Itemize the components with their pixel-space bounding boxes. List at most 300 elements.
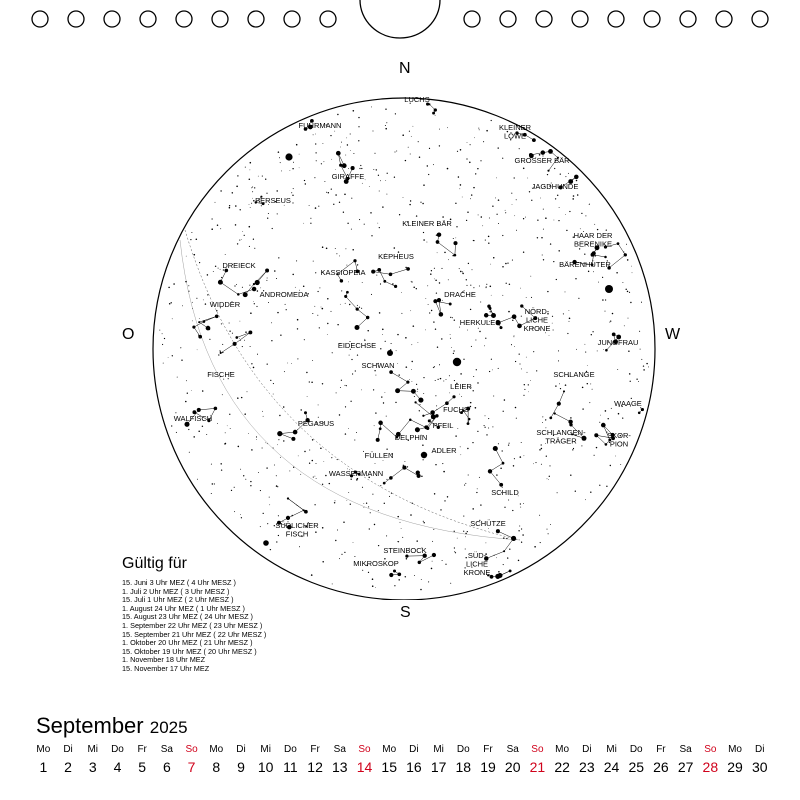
faint-star — [227, 425, 228, 426]
constellation-label-line: TRÄGER — [545, 436, 577, 446]
faint-star — [537, 220, 538, 221]
constellation-star — [454, 254, 457, 257]
weekday-label: Mo — [728, 744, 742, 755]
faint-star — [553, 261, 554, 262]
faint-star — [318, 404, 319, 405]
faint-star — [300, 409, 301, 410]
faint-star — [636, 379, 637, 380]
faint-star — [590, 491, 591, 492]
faint-star — [353, 153, 354, 154]
constellation-star — [354, 325, 359, 330]
faint-star — [271, 340, 272, 341]
faint-star — [620, 464, 621, 465]
constellation-star — [220, 352, 222, 354]
constellation-star — [248, 330, 252, 334]
faint-star — [435, 279, 437, 281]
faint-star — [271, 322, 272, 323]
faint-star — [411, 136, 412, 137]
faint-star — [528, 384, 529, 385]
faint-star — [470, 198, 471, 199]
calendar-day — [303, 744, 328, 775]
faint-star — [496, 557, 497, 558]
faint-star — [539, 515, 540, 516]
faint-star — [436, 405, 437, 406]
faint-star — [352, 373, 353, 374]
faint-star — [509, 549, 510, 550]
faint-star — [290, 170, 291, 171]
constellation-star — [422, 415, 424, 417]
constellation-label-perseus — [255, 196, 291, 205]
constellation-star — [431, 414, 436, 419]
faint-star — [423, 232, 424, 233]
faint-star — [512, 510, 513, 511]
faint-star — [253, 301, 254, 302]
faint-star — [273, 394, 274, 395]
constellation-star — [503, 550, 505, 552]
weekday-label: Sa — [679, 744, 692, 755]
faint-star — [584, 254, 585, 255]
constellation-star — [393, 570, 396, 573]
constellation-star — [243, 292, 248, 297]
constellation-star — [344, 295, 347, 298]
calendar-day — [624, 744, 649, 775]
faint-star — [258, 176, 259, 177]
constellation-star — [389, 476, 393, 480]
faint-star — [459, 268, 460, 269]
faint-star — [512, 320, 513, 321]
faint-star — [266, 467, 267, 468]
faint-star — [311, 381, 313, 383]
faint-star — [280, 457, 281, 458]
faint-star — [410, 310, 411, 311]
calendar-day — [747, 744, 772, 775]
faint-star — [196, 238, 198, 240]
faint-star — [447, 168, 449, 170]
faint-star — [540, 542, 541, 543]
faint-star — [643, 369, 645, 371]
faint-star — [457, 428, 458, 429]
faint-star — [605, 311, 606, 312]
constellation-label-line: DRACHE — [444, 290, 476, 299]
faint-star — [385, 125, 386, 126]
faint-star — [279, 415, 280, 416]
faint-star — [526, 357, 527, 358]
calendar-day — [673, 744, 698, 775]
faint-star — [237, 397, 239, 399]
faint-star — [374, 524, 375, 525]
validity-entry: 1. August 24 Uhr MEZ ( 1 Uhr MESZ ) — [122, 603, 245, 613]
faint-star — [366, 503, 367, 504]
day-number: 5 — [138, 759, 147, 775]
faint-star — [488, 236, 490, 238]
faint-star — [477, 382, 478, 383]
faint-star — [218, 354, 219, 355]
weekday-label: Sa — [333, 744, 346, 755]
faint-star — [572, 449, 573, 450]
faint-star — [514, 346, 515, 347]
faint-star — [516, 230, 517, 231]
faint-star — [418, 141, 419, 142]
faint-star — [402, 537, 403, 538]
binding-ring — [320, 11, 336, 27]
calendar-day — [599, 744, 624, 775]
faint-star — [479, 286, 480, 287]
day-number: 20 — [504, 759, 521, 775]
faint-star — [262, 176, 263, 177]
faint-star — [519, 148, 520, 149]
faint-star — [555, 198, 556, 199]
faint-star — [296, 144, 298, 146]
faint-star — [188, 285, 189, 286]
constellation-label-dreieck — [222, 261, 255, 270]
faint-star — [310, 223, 311, 224]
constellation-label-schild — [491, 488, 519, 497]
faint-star — [534, 546, 536, 548]
faint-star — [483, 141, 484, 142]
weekday-label: Fr — [310, 744, 320, 755]
faint-star — [419, 410, 420, 411]
faint-star — [554, 168, 555, 169]
day-number: 6 — [162, 759, 171, 775]
faint-star — [267, 363, 268, 364]
faint-star — [484, 425, 485, 426]
constellation-star — [206, 326, 211, 331]
faint-star — [297, 319, 299, 321]
weekday-label: Mi — [433, 744, 444, 755]
faint-star — [386, 194, 387, 195]
faint-star — [423, 239, 425, 241]
faint-star — [467, 531, 468, 532]
faint-star — [612, 313, 614, 315]
constellation-star — [304, 411, 307, 414]
calendar-day — [130, 744, 155, 775]
bright-star — [263, 540, 269, 546]
faint-star — [439, 282, 440, 283]
constellation-star — [563, 390, 565, 392]
faint-star — [560, 388, 561, 389]
faint-star — [530, 380, 531, 381]
faint-star — [509, 443, 510, 444]
faint-star — [368, 506, 369, 507]
constellation-label-line: GIRAFFE — [331, 172, 365, 181]
faint-star — [251, 449, 253, 451]
weekday-label: Mi — [260, 744, 271, 755]
constellation-label-line: SCHLANGEN- — [536, 428, 586, 437]
constellation-star — [548, 149, 553, 154]
faint-star — [411, 361, 412, 362]
faint-star — [506, 538, 507, 539]
faint-star — [467, 448, 468, 449]
faint-star — [374, 425, 375, 426]
faint-star — [335, 194, 337, 196]
constellation-star — [493, 446, 498, 451]
faint-star — [411, 281, 412, 282]
faint-star — [411, 369, 412, 370]
faint-star — [276, 485, 278, 487]
faint-star — [181, 359, 182, 360]
faint-star — [519, 363, 520, 364]
faint-star — [412, 381, 413, 382]
faint-star — [485, 240, 486, 241]
faint-star — [299, 167, 300, 168]
faint-star — [309, 381, 310, 382]
faint-star — [502, 235, 503, 236]
validity-entry: 15. August 23 Uhr MEZ ( 24 Uhr MESZ ) — [122, 612, 253, 622]
faint-star — [292, 202, 293, 203]
faint-star — [468, 263, 469, 264]
faint-star — [477, 168, 478, 169]
faint-star — [594, 224, 595, 225]
constellation-star — [467, 422, 470, 425]
faint-star — [335, 540, 336, 541]
day-number: 16 — [406, 759, 422, 775]
faint-star — [336, 253, 337, 254]
faint-star — [503, 564, 504, 565]
faint-star — [297, 358, 298, 359]
faint-star — [238, 446, 240, 448]
faint-star — [537, 237, 538, 238]
faint-star — [368, 572, 369, 573]
constellation-star — [517, 324, 522, 329]
faint-star — [305, 183, 306, 184]
faint-star — [416, 384, 417, 385]
weekday-label: Fr — [137, 744, 147, 755]
faint-star — [224, 443, 226, 445]
constellation-label-fuchs — [443, 405, 469, 414]
faint-star — [403, 465, 404, 466]
constellation-star — [436, 240, 440, 244]
constellation-label-line: STEINBOCK — [383, 546, 427, 555]
faint-star — [324, 181, 325, 182]
faint-star — [425, 330, 426, 331]
faint-star — [569, 318, 571, 320]
faint-star — [186, 380, 187, 381]
faint-star — [573, 448, 574, 449]
faint-star — [326, 248, 328, 250]
constellation-label-line: KLEINER — [498, 123, 532, 132]
constellation-label-waage — [614, 399, 642, 408]
faint-star — [486, 284, 487, 285]
faint-star — [484, 427, 485, 428]
faint-star — [318, 417, 319, 418]
faint-star — [465, 536, 466, 537]
constellation-star — [605, 443, 608, 446]
faint-star — [455, 203, 456, 204]
faint-star — [521, 528, 522, 529]
constellation-label-leier — [450, 382, 472, 391]
faint-star — [182, 305, 183, 306]
faint-star — [171, 425, 172, 426]
faint-star — [232, 192, 233, 193]
constellation-label-line: KRONE — [523, 324, 551, 333]
faint-star — [610, 320, 611, 321]
faint-star — [467, 142, 468, 143]
faint-star — [442, 300, 443, 301]
faint-star — [190, 239, 191, 240]
faint-star — [442, 216, 444, 218]
faint-star — [289, 470, 290, 471]
faint-star — [315, 207, 317, 209]
faint-star — [514, 177, 515, 178]
faint-star — [406, 366, 408, 368]
faint-star — [186, 256, 187, 257]
faint-star — [332, 583, 333, 584]
faint-star — [268, 302, 269, 303]
faint-star — [373, 131, 374, 132]
faint-star — [370, 212, 371, 213]
faint-star — [235, 205, 237, 207]
faint-star — [516, 418, 517, 419]
constellation-label-line: PERSEUS — [255, 196, 291, 205]
constellation-star — [426, 427, 429, 430]
faint-star — [385, 341, 386, 342]
constellation-star — [604, 256, 607, 259]
faint-star — [298, 456, 299, 457]
faint-star — [482, 225, 483, 226]
constellation-star — [574, 175, 579, 180]
faint-star — [231, 490, 232, 491]
faint-star — [267, 278, 268, 279]
faint-star — [442, 560, 443, 561]
faint-star — [240, 514, 241, 515]
constellation-label-line: JAGDHUNDE — [531, 182, 579, 191]
faint-star — [575, 491, 576, 492]
faint-star — [477, 431, 478, 432]
faint-star — [599, 485, 600, 486]
faint-star — [341, 380, 342, 381]
faint-star — [443, 381, 444, 382]
faint-star — [531, 297, 532, 298]
weekday-label: Sa — [160, 744, 173, 755]
faint-star — [375, 412, 376, 413]
faint-star — [617, 369, 618, 370]
constellation-star — [252, 287, 257, 292]
faint-star — [405, 576, 406, 577]
faint-star — [245, 167, 246, 168]
faint-star — [577, 194, 579, 196]
faint-star — [438, 379, 439, 380]
faint-star — [351, 198, 352, 199]
constellation-label-pegasus — [298, 419, 334, 428]
faint-star — [299, 154, 300, 155]
faint-star — [229, 207, 231, 209]
constellation-star — [389, 370, 393, 374]
faint-star — [599, 422, 600, 423]
faint-star — [559, 207, 560, 208]
faint-star — [443, 471, 445, 473]
faint-star — [430, 273, 432, 275]
faint-star — [322, 143, 323, 144]
faint-star — [407, 466, 408, 467]
constellation-label-kassiopeia — [320, 268, 365, 277]
faint-star — [417, 389, 418, 390]
faint-star — [485, 415, 486, 416]
faint-star — [444, 500, 445, 501]
faint-star — [252, 186, 253, 187]
constellation-label-line: LUCHS — [404, 95, 430, 104]
faint-star — [374, 153, 375, 154]
faint-star — [328, 192, 329, 193]
faint-star — [339, 558, 340, 559]
faint-star — [314, 476, 315, 477]
faint-star — [394, 585, 395, 586]
faint-star — [221, 277, 222, 278]
constellation-star — [547, 170, 549, 172]
faint-star — [513, 465, 514, 466]
faint-star — [292, 274, 294, 276]
constellation-star — [569, 423, 572, 426]
faint-star — [266, 280, 267, 281]
faint-star — [268, 213, 269, 214]
faint-star — [428, 174, 429, 175]
faint-star — [435, 115, 436, 116]
faint-star — [379, 312, 381, 314]
faint-star — [472, 508, 474, 510]
faint-star — [241, 239, 242, 240]
constellation-star — [468, 418, 470, 420]
faint-star — [479, 331, 480, 332]
faint-star — [352, 249, 354, 251]
faint-star — [540, 198, 541, 199]
faint-star — [357, 354, 358, 355]
faint-star — [492, 205, 493, 206]
faint-star — [435, 464, 436, 465]
faint-star — [465, 557, 466, 558]
faint-star — [263, 513, 264, 514]
faint-star — [321, 163, 322, 164]
faint-star — [473, 390, 474, 391]
faint-star — [608, 418, 609, 419]
constellation-star — [437, 298, 441, 302]
faint-star — [371, 106, 372, 107]
faint-star — [220, 269, 221, 270]
faint-star — [431, 310, 432, 311]
faint-star — [236, 284, 237, 285]
faint-star — [473, 187, 475, 189]
faint-star — [496, 214, 497, 215]
faint-star — [554, 220, 555, 221]
faint-star — [373, 169, 374, 170]
faint-star — [202, 426, 203, 427]
faint-star — [260, 490, 261, 491]
constellation-label-schwan — [361, 361, 394, 370]
constellation-star — [437, 232, 442, 237]
faint-star — [297, 328, 298, 329]
constellation-star — [549, 417, 552, 420]
constellation-star — [255, 280, 260, 285]
faint-star — [585, 352, 586, 353]
calendar-day — [253, 744, 278, 775]
faint-star — [343, 212, 344, 213]
faint-star — [410, 200, 411, 201]
faint-star — [490, 286, 492, 288]
faint-star — [394, 177, 395, 178]
binding-ring — [500, 11, 516, 27]
constellation-star — [376, 438, 380, 442]
faint-star — [370, 512, 371, 513]
faint-star — [280, 162, 281, 163]
faint-star — [359, 168, 360, 169]
faint-star — [411, 281, 412, 282]
faint-star — [509, 284, 510, 285]
bright-star — [453, 358, 461, 366]
faint-star — [363, 507, 364, 508]
constellation-star — [495, 574, 500, 579]
faint-star — [478, 214, 479, 215]
faint-star — [491, 120, 492, 121]
faint-star — [234, 511, 235, 512]
constellation-star — [496, 529, 500, 533]
